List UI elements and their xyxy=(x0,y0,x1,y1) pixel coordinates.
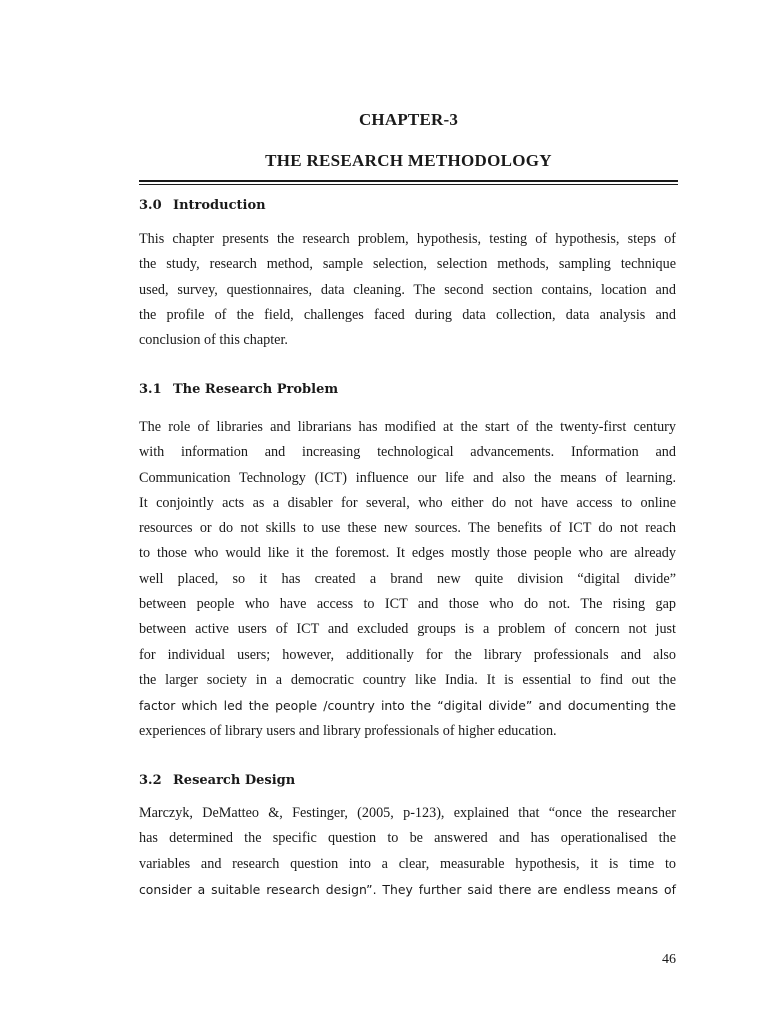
text-line: between active users of ICT and excluded groups is a problem of concern not just xyxy=(139,621,676,638)
title-rule-thin xyxy=(139,184,678,185)
text-line: experiences of library users and library professionals of higher education. xyxy=(139,722,557,739)
text-line: the study, research method, sample selection, selection methods, sampling technique xyxy=(139,256,676,273)
title-rule-thick xyxy=(139,180,678,182)
text-line: variables and research question into a clear, measurable hypothesis, it is time to xyxy=(139,855,676,872)
section-heading-3-2 xyxy=(139,772,295,790)
text-line: the profile of the field, challenges faced during data collection, data analysis and xyxy=(139,306,676,323)
text-line: well placed, so it has created a brand new quite division “digital divide” xyxy=(139,570,676,587)
text-line: used, survey, questionnaires, data cleaning. The second section contains, location and xyxy=(139,281,676,298)
text-line: with information and increasing technological advancements. Information and xyxy=(139,444,676,461)
text-line: has determined the specific question to be answered and has operationalised the xyxy=(139,830,676,847)
text-line: consider a suitable research design”. They further said there are endless means of xyxy=(139,881,676,897)
text-line: conclusion of this chapter. xyxy=(139,332,288,349)
paragraph-research-problem xyxy=(139,415,676,744)
section-heading-3-1 xyxy=(139,381,338,399)
text-line: between people who have access to ICT and those who do not. The rising gap xyxy=(139,596,676,613)
chapter-title: THE RESEARCH METHODOLOGY xyxy=(265,151,552,170)
section-title: Introduction xyxy=(173,198,266,213)
text-line: It conjointly acts as a disabler for several, who either do not have access to online xyxy=(139,494,676,511)
text-line: The role of libraries and librarians has modified at the start of the twenty-first century xyxy=(139,419,676,435)
text-line: Communication Technology (ICT) influence our life and also the means of learning. xyxy=(139,469,676,486)
paragraph-introduction xyxy=(139,227,676,353)
chapter-label: CHAPTER-3 xyxy=(358,110,459,129)
paragraph-research-design xyxy=(139,801,676,902)
text-line: resources or do not skills to use these new sources. The benefits of ICT do not reach xyxy=(139,520,676,537)
section-number: 3.1 xyxy=(139,382,162,397)
text-line: for individual users; however, additionally for the library professionals and also xyxy=(139,646,676,663)
section-title: The Research Problem xyxy=(173,382,339,397)
text-line: to those who would like it the foremost. It edges mostly those people who are already xyxy=(139,545,676,562)
section-heading-3-0 xyxy=(139,197,266,215)
section-number: 3.0 xyxy=(139,198,162,213)
text-line: Marczyk, DeMatteo &, Festinger, (2005, p-123), explained that “once the researcher xyxy=(139,805,676,821)
page-number: 46 xyxy=(662,952,676,967)
section-title: Research Design xyxy=(173,773,296,788)
text-line: This chapter presents the research problem, hypothesis, testing of hypothesis, steps of xyxy=(139,231,676,247)
section-number: 3.2 xyxy=(139,773,162,788)
text-line: the larger society in a democratic country like India. It is essential to find out the xyxy=(139,671,676,688)
text-line: factor which led the people /country into the “digital divide” and documenting the xyxy=(139,698,676,714)
